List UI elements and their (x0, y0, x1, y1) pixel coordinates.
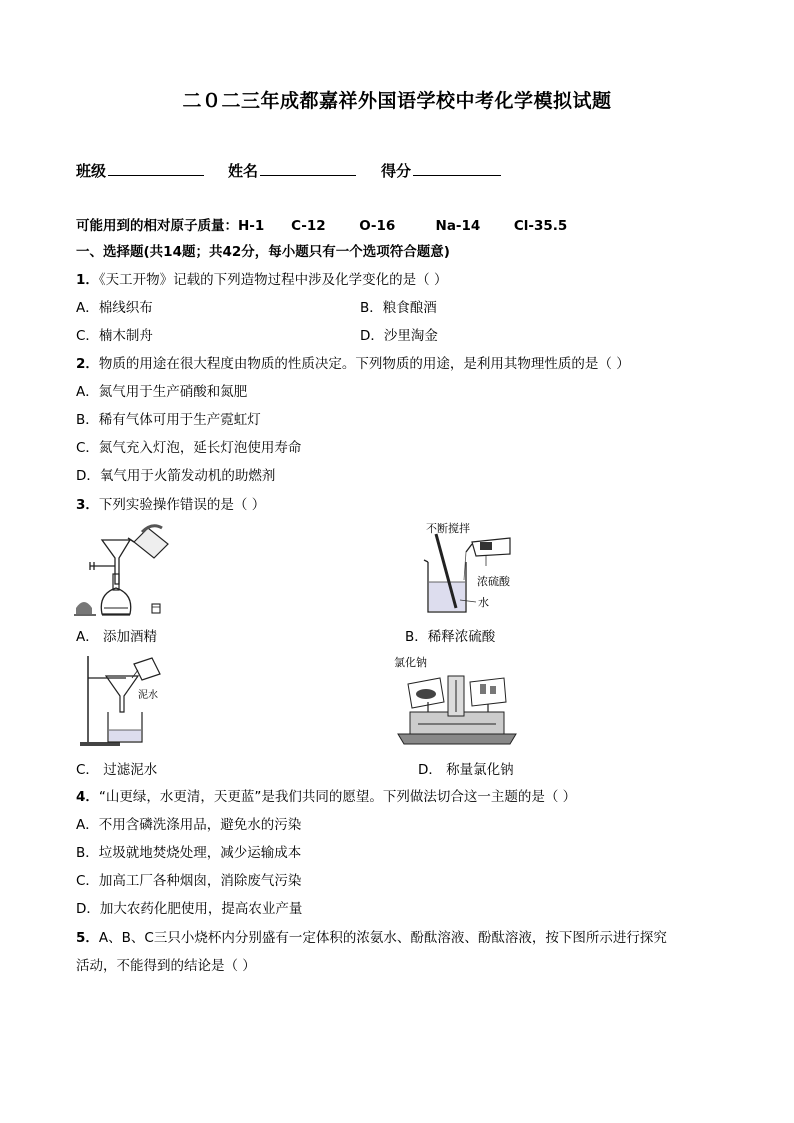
question-stem: 物质的用途在很大程度由物质的性质决定。下列物质的用途，是利用其物理性质的是（ ） (98, 356, 630, 372)
name-label: 姓名 (228, 162, 259, 180)
q2-option-d[interactable]: D．氧气用于火箭发动机的助燃剂 (76, 468, 276, 484)
label-mud: 泥水 (138, 690, 158, 701)
figure-dilute-acid (420, 522, 540, 618)
question-number: 2． (76, 356, 99, 372)
question-stem: A、B、C三只小烧杯内分别盛有一定体积的浓氨水、酚酞溶液、酚酞溶液，按下图所示进行探究 (98, 930, 667, 946)
q3-option-c[interactable]: C． 过滤泥水 (76, 762, 158, 778)
label-water: 水 (478, 596, 489, 609)
q1-option-c[interactable]: C．楠木制舟 (76, 328, 153, 344)
q1-option-a[interactable]: A．棉线织布 (76, 300, 153, 316)
figure-balance (392, 654, 522, 748)
question-number: 3． (76, 497, 99, 513)
class-field (76, 160, 204, 181)
q2-option-c[interactable]: C．氮气充入灯泡，延长灯泡使用寿命 (76, 440, 302, 456)
q3-option-d[interactable]: D． 称量氯化钠 (418, 762, 514, 778)
class-blank[interactable] (108, 161, 204, 176)
page-title: 二０二三年成都嘉祥外国语学校中考化学模拟试题 (182, 90, 612, 112)
question-4 (76, 785, 576, 805)
q4-option-d[interactable]: D．加大农药化肥使用，提高农业产量 (76, 901, 303, 917)
section-heading: 一、选择题(共14题；共42分，每小题只有一个选项符合题意) (76, 244, 450, 260)
label-nacl: 氯化钠 (394, 656, 427, 669)
class-label: 班级 (76, 162, 107, 180)
q1-option-b[interactable]: B．粮食酿酒 (360, 300, 437, 316)
q2-option-b[interactable]: B．稀有气体可用于生产霓虹灯 (76, 412, 261, 428)
q3-option-b[interactable]: B．稀释浓硫酸 (405, 629, 496, 645)
label-stir: 不断搅拌 (426, 522, 470, 535)
q4-option-c[interactable]: C．加高工厂各种烟囱，消除废气污染 (76, 873, 302, 889)
question-2 (76, 352, 630, 372)
question-stem: 下列实验操作错误的是（ ） (98, 497, 266, 513)
q4-option-a[interactable]: A．不用含磷洗涤用品，避免水的污染 (76, 817, 302, 833)
question-number: 1． (76, 272, 99, 288)
label-acid: 浓硫酸 (477, 575, 510, 588)
question-5 (76, 926, 667, 946)
atomic-masses: 可能用到的相对原子质量：H-1 C-12 O-16 Na-14 Cl-35.5 (76, 218, 568, 234)
figure-add-alcohol (72, 522, 172, 618)
question-3 (76, 493, 265, 513)
question-1 (76, 268, 447, 288)
score-blank[interactable] (413, 161, 501, 176)
q4-option-b[interactable]: B．垃圾就地焚烧处理，减少运输成本 (76, 845, 302, 861)
name-field (228, 160, 356, 181)
question-5-continued: 活动，不能得到的结论是（ ） (76, 958, 256, 974)
question-number: 5． (76, 930, 99, 946)
q3-option-a[interactable]: A． 添加酒精 (76, 629, 158, 645)
figure-filter (78, 654, 178, 748)
q2-option-a[interactable]: A．氮气用于生产硝酸和氮肥 (76, 384, 248, 400)
question-stem: “山更绿，水更清，天更蓝”是我们共同的愿望。下列做法切合这一主题的是（ ） (98, 789, 577, 805)
score-field (381, 160, 501, 181)
name-blank[interactable] (260, 161, 356, 176)
score-label: 得分 (381, 162, 412, 180)
question-number: 4． (76, 789, 99, 805)
q1-option-d[interactable]: D．沙里淘金 (360, 328, 438, 344)
question-stem: 《天工开物》记载的下列造物过程中涉及化学变化的是（ ） (98, 272, 448, 288)
